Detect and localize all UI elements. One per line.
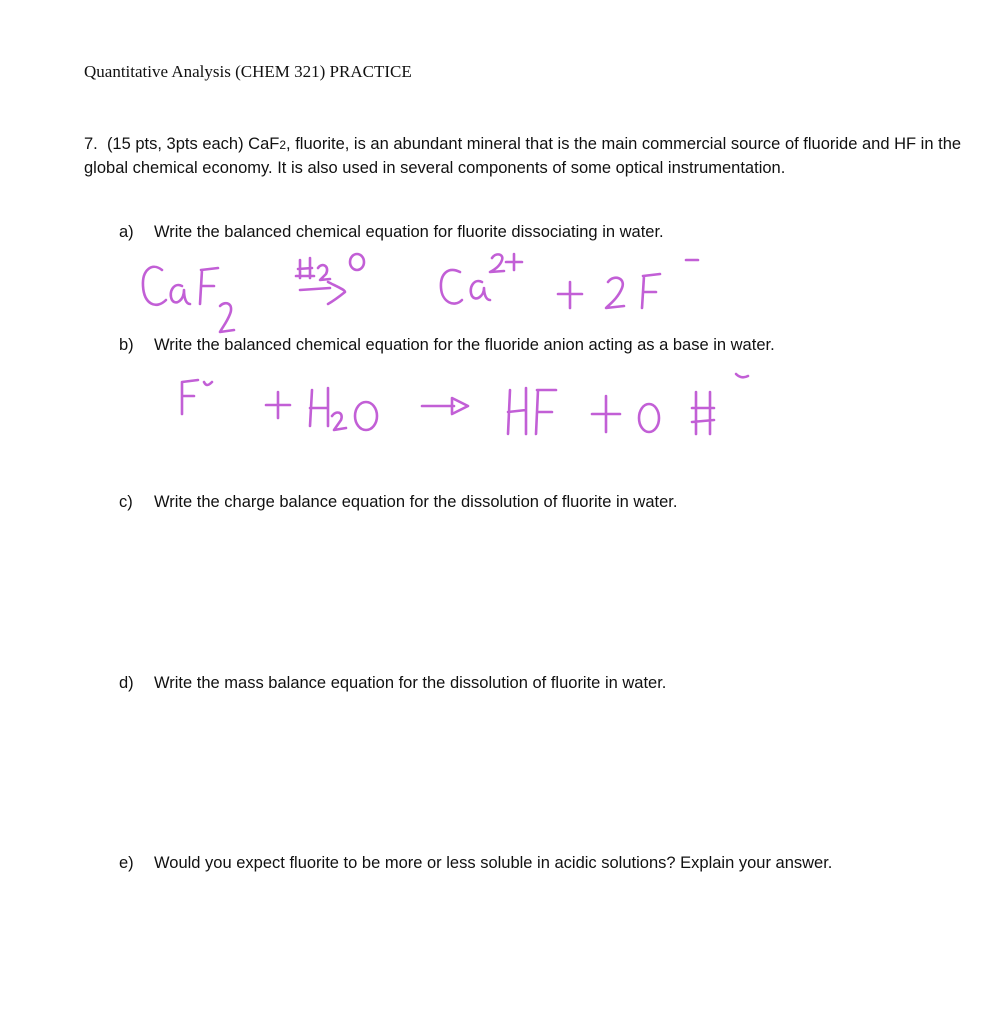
part-b-letter: b) — [119, 336, 134, 354]
part-d — [119, 674, 666, 693]
part-c-letter: c) — [119, 493, 133, 511]
part-a-letter: a) — [119, 223, 134, 241]
part-a-text: Write the balanced chemical equation for fluorite dissociating in water. — [154, 223, 664, 241]
handwritten-answer-b — [160, 368, 760, 448]
part-e-letter: e) — [119, 854, 134, 872]
part-e — [119, 854, 832, 873]
part-d-text: Write the mass balance equation for the dissolution of fluorite in water. — [154, 674, 667, 692]
part-b — [119, 336, 775, 355]
page-title: Quantitative Analysis (CHEM 321) PRACTICE — [84, 62, 412, 81]
part-a — [119, 223, 664, 242]
question-7 — [84, 133, 974, 179]
formula-subscript: 2 — [279, 138, 287, 152]
handwritten-answer-a — [130, 248, 730, 338]
part-c-text: Write the charge balance equation for the dissolution of fluorite in water. — [154, 493, 678, 511]
part-e-text: Would you expect fluorite to be more or less soluble in acidic solutions? Explain your answer. — [154, 854, 833, 872]
question-intro-end: , fluorite, is an abundant mineral that is the main commercial source of fluoride and HF in the global chemical economy. It is also used in several components of some optical instrumentation. — [84, 135, 962, 177]
question-intro-start: (15 pts, 3pts each) CaF — [106, 135, 280, 153]
part-c — [119, 493, 677, 512]
part-b-text: Write the balanced chemical equation for the fluoride anion acting as a base in water. — [154, 336, 775, 354]
question-number: 7. — [84, 135, 98, 153]
part-d-letter: d) — [119, 674, 134, 692]
